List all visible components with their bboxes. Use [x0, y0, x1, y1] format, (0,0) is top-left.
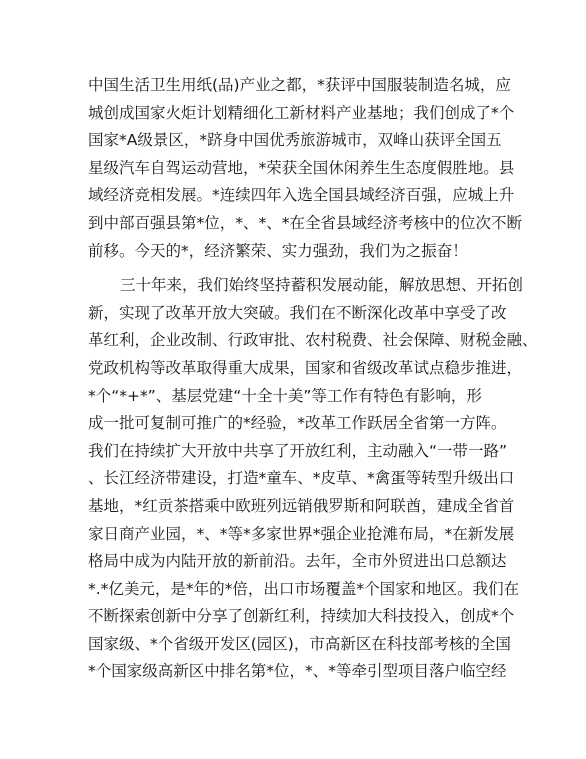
text-line: 前移。今天的*，经济繁荣、实力强劲，我们为之振奋！	[88, 241, 468, 260]
text-line: 中国生活卫生用纸(品)产业之都，*获评中国服装制造名城，应	[88, 76, 511, 94]
text-line: 党政机构等改革取得重大成果，国家和省级改革试点稳步推进，	[88, 358, 523, 377]
text-line: 革红利，企业改制、行政审批、农村税费、社会保障、财税金融、	[88, 331, 538, 350]
text-line: 星级汽车自驾运动营地，*荣获全国休闲养生生态度假胜地。县	[88, 158, 515, 177]
text-line: 家日商产业园，*、*等*多家世界*强企业抢滩布局，*在新发展	[88, 524, 515, 543]
text-line: 域经济竞相发展。*连续四年入选全国县域经济百强，应城上升	[88, 186, 515, 205]
text-line: 城创成国家火炬计划精细化工新材料产业基地；我们创成了*个	[88, 103, 515, 122]
text-line: 基地，*红贡茶搭乘中欧班列远销俄罗斯和阿联酋，建成全省首	[88, 496, 515, 515]
text-line: 国家级、*个省级开发区(园区)，市高新区在科技部考核的全国	[88, 634, 511, 653]
text-line: 成一批可复制可推广的*经验，*改革工作跃居全省第一方阵。	[88, 414, 507, 433]
paragraph-spacer	[88, 265, 502, 272]
text-line: *个国家级高新区中排名第*位，*、*等牵引型项目落户临空经	[88, 662, 507, 681]
text-line: 到中部百强县第*位，*、*、*在全省县域经济考核中的位次不断	[88, 213, 523, 232]
body-text	[88, 72, 538, 686]
text-line: *.*亿美元，是*年的*倍，出口市场覆盖*个国家和地区。我们在	[88, 579, 520, 598]
text-line: 国家*A级景区，*跻身中国优秀旅游城市，双峰山获评全国五	[88, 131, 502, 150]
text-line: 三十年来，我们始终坚持蓄积发展动能，解放思想、开拓创	[120, 276, 524, 295]
text-line: *个“*+*”、基层党建“十全十美”等工作有特色有影响，形	[88, 386, 482, 405]
text-line: 、长江经济带建设，打造*童车、*皮草、*禽蛋等转型升级出口	[88, 469, 515, 488]
paragraph-1	[88, 72, 523, 265]
text-line: 不断探索创新中分享了创新红利，持续加大科技投入，创成*个	[88, 607, 515, 626]
text-line: 我们在持续扩大开放中共享了开放红利，主动融入“一带一路”	[88, 441, 508, 460]
text-line: 格局中成为内陆开放的新前沿。去年，全市外贸进出口总额达	[88, 552, 507, 571]
paragraph-2	[88, 272, 538, 686]
text-line: 新，实现了改革开放大突破。我们在不断深化改革中享受了改	[88, 303, 507, 322]
